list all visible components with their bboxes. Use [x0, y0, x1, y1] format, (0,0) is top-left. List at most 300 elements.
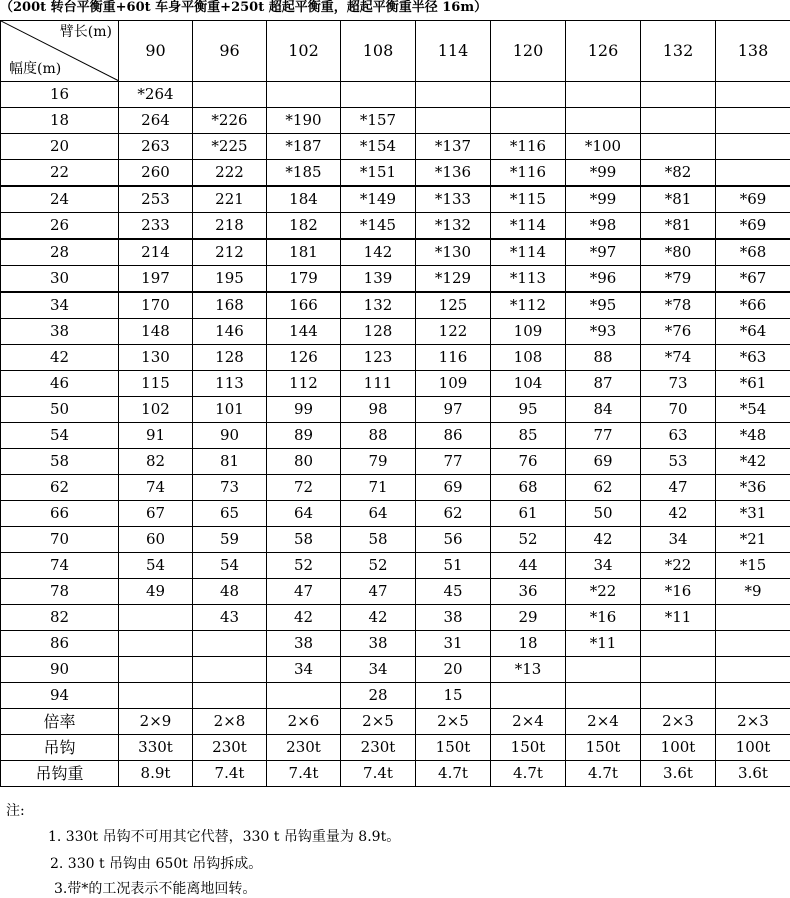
- capacity-cell: 195: [193, 266, 267, 293]
- capacity-cell: 52: [267, 553, 341, 579]
- capacity-cell: 47: [641, 475, 716, 501]
- table-title: （200t 转台平衡重+60t 车身平衡重+250t 超起平衡重，超起平衡重半径 16m）: [0, 0, 790, 20]
- capacity-cell: 142: [341, 239, 416, 266]
- capacity-cell: [716, 657, 790, 683]
- table-row: [1, 423, 790, 449]
- capacity-cell: 28: [341, 683, 416, 709]
- capacity-cell: 38: [341, 631, 416, 657]
- capacity-cell: *66: [716, 292, 790, 319]
- capacity-cell: 109: [416, 371, 491, 397]
- table-row: [1, 657, 790, 683]
- footer-value-cell: 100t: [641, 735, 716, 761]
- capacity-cell: 52: [341, 553, 416, 579]
- capacity-cell: *81: [641, 186, 716, 213]
- table-row: [1, 371, 790, 397]
- capacity-cell: 76: [491, 449, 566, 475]
- table-row: [1, 160, 790, 187]
- table-row: [1, 449, 790, 475]
- capacity-cell: [716, 605, 790, 631]
- capacity-cell: *11: [566, 631, 641, 657]
- capacity-cell: 42: [641, 501, 716, 527]
- capacity-cell: [641, 683, 716, 709]
- radius-cell: 58: [1, 449, 119, 475]
- capacity-cell: *133: [416, 186, 491, 213]
- footer-label-cell: 吊钩: [1, 735, 119, 761]
- capacity-cell: 89: [267, 423, 341, 449]
- footer-value-cell: 2×8: [193, 709, 267, 735]
- capacity-cell: 111: [341, 371, 416, 397]
- capacity-cell: 31: [416, 631, 491, 657]
- capacity-cell: 61: [491, 501, 566, 527]
- capacity-cell: 71: [341, 475, 416, 501]
- capacity-cell: 73: [193, 475, 267, 501]
- capacity-cell: [491, 82, 566, 108]
- capacity-cell: *54: [716, 397, 790, 423]
- footer-value-cell: 230t: [193, 735, 267, 761]
- capacity-cell: 53: [641, 449, 716, 475]
- capacity-cell: *99: [566, 186, 641, 213]
- capacity-cell: 38: [267, 631, 341, 657]
- capacity-cell: 85: [491, 423, 566, 449]
- capacity-cell: *137: [416, 134, 491, 160]
- load-chart-table: [0, 20, 790, 787]
- capacity-cell: 60: [119, 527, 193, 553]
- table-row: [1, 266, 790, 293]
- capacity-cell: 29: [491, 605, 566, 631]
- capacity-cell: 65: [193, 501, 267, 527]
- capacity-cell: 80: [267, 449, 341, 475]
- capacity-cell: [641, 631, 716, 657]
- note-item-1: 1. 330t 吊钩不可用其它代替，330 t 吊钩重量为 8.9t。: [48, 826, 400, 846]
- footer-value-cell: 7.4t: [267, 761, 341, 787]
- capacity-cell: *11: [641, 605, 716, 631]
- radius-cell: 66: [1, 501, 119, 527]
- capacity-cell: [566, 108, 641, 134]
- capacity-cell: 130: [119, 345, 193, 371]
- footer-row: [1, 735, 790, 761]
- footer-row: [1, 709, 790, 735]
- capacity-cell: 98: [341, 397, 416, 423]
- footer-value-cell: 330t: [119, 735, 193, 761]
- footer-value-cell: 2×6: [267, 709, 341, 735]
- capacity-cell: *69: [716, 186, 790, 213]
- capacity-cell: 79: [341, 449, 416, 475]
- capacity-cell: *116: [491, 134, 566, 160]
- radius-cell: 26: [1, 213, 119, 240]
- capacity-cell: 45: [416, 579, 491, 605]
- capacity-cell: 181: [267, 239, 341, 266]
- capacity-cell: 95: [491, 397, 566, 423]
- capacity-cell: *99: [566, 160, 641, 187]
- capacity-cell: 87: [566, 371, 641, 397]
- boom-length-header-96: 96: [193, 21, 267, 82]
- capacity-cell: 166: [267, 292, 341, 319]
- capacity-cell: 197: [119, 266, 193, 293]
- capacity-cell: [641, 82, 716, 108]
- capacity-cell: 91: [119, 423, 193, 449]
- capacity-cell: 18: [491, 631, 566, 657]
- table-row: [1, 631, 790, 657]
- capacity-cell: 15: [416, 683, 491, 709]
- footer-value-cell: 4.7t: [491, 761, 566, 787]
- footer-value-cell: 150t: [416, 735, 491, 761]
- capacity-cell: 58: [341, 527, 416, 553]
- capacity-cell: 144: [267, 319, 341, 345]
- capacity-cell: [119, 683, 193, 709]
- capacity-cell: 73: [641, 371, 716, 397]
- capacity-cell: 56: [416, 527, 491, 553]
- capacity-cell: 184: [267, 186, 341, 213]
- radius-cell: 90: [1, 657, 119, 683]
- capacity-cell: *16: [566, 605, 641, 631]
- capacity-cell: 102: [119, 397, 193, 423]
- capacity-cell: *114: [491, 213, 566, 240]
- capacity-cell: 97: [416, 397, 491, 423]
- capacity-cell: *95: [566, 292, 641, 319]
- capacity-cell: 253: [119, 186, 193, 213]
- footer-value-cell: 4.7t: [566, 761, 641, 787]
- radius-cell: 50: [1, 397, 119, 423]
- capacity-cell: 84: [566, 397, 641, 423]
- capacity-cell: *154: [341, 134, 416, 160]
- capacity-cell: 108: [491, 345, 566, 371]
- capacity-cell: *76: [641, 319, 716, 345]
- capacity-cell: 77: [566, 423, 641, 449]
- radius-cell: 28: [1, 239, 119, 266]
- capacity-cell: [641, 134, 716, 160]
- capacity-cell: [267, 82, 341, 108]
- capacity-cell: *129: [416, 266, 491, 293]
- table-row: [1, 553, 790, 579]
- radius-cell: 18: [1, 108, 119, 134]
- capacity-cell: *96: [566, 266, 641, 293]
- capacity-cell: 20: [416, 657, 491, 683]
- table-row: [1, 397, 790, 423]
- radius-cell: 34: [1, 292, 119, 319]
- radius-cell: 82: [1, 605, 119, 631]
- footer-value-cell: 2×4: [566, 709, 641, 735]
- capacity-cell: 69: [566, 449, 641, 475]
- boom-length-header-126: 126: [566, 21, 641, 82]
- radius-cell: 70: [1, 527, 119, 553]
- capacity-cell: 67: [119, 501, 193, 527]
- capacity-cell: 34: [566, 553, 641, 579]
- capacity-cell: *36: [716, 475, 790, 501]
- capacity-cell: *81: [641, 213, 716, 240]
- capacity-cell: *22: [566, 579, 641, 605]
- capacity-cell: *113: [491, 266, 566, 293]
- footer-value-cell: 150t: [491, 735, 566, 761]
- capacity-cell: 233: [119, 213, 193, 240]
- table-row: [1, 82, 790, 108]
- capacity-cell: 43: [193, 605, 267, 631]
- capacity-cell: 62: [566, 475, 641, 501]
- capacity-cell: *79: [641, 266, 716, 293]
- capacity-cell: 70: [641, 397, 716, 423]
- capacity-cell: *16: [641, 579, 716, 605]
- footer-value-cell: 230t: [341, 735, 416, 761]
- capacity-cell: 50: [566, 501, 641, 527]
- capacity-cell: *78: [641, 292, 716, 319]
- footer-value-cell: 100t: [716, 735, 790, 761]
- capacity-cell: *74: [641, 345, 716, 371]
- capacity-cell: *112: [491, 292, 566, 319]
- capacity-cell: 42: [341, 605, 416, 631]
- note-item-2: 2. 330 t 吊钩由 650t 吊钩拆成。: [50, 853, 262, 873]
- capacity-cell: 109: [491, 319, 566, 345]
- capacity-cell: 47: [267, 579, 341, 605]
- capacity-cell: [193, 82, 267, 108]
- capacity-cell: [416, 82, 491, 108]
- capacity-cell: 62: [416, 501, 491, 527]
- capacity-cell: *100: [566, 134, 641, 160]
- capacity-cell: 168: [193, 292, 267, 319]
- table-row: [1, 501, 790, 527]
- radius-cell: 46: [1, 371, 119, 397]
- capacity-cell: *149: [341, 186, 416, 213]
- capacity-cell: 123: [341, 345, 416, 371]
- radius-cell: 94: [1, 683, 119, 709]
- capacity-cell: 263: [119, 134, 193, 160]
- capacity-cell: *132: [416, 213, 491, 240]
- capacity-cell: 214: [119, 239, 193, 266]
- capacity-cell: 128: [341, 319, 416, 345]
- radius-label: 幅度(m): [9, 61, 61, 77]
- capacity-cell: 47: [341, 579, 416, 605]
- capacity-cell: *187: [267, 134, 341, 160]
- capacity-cell: [716, 683, 790, 709]
- footer-row: [1, 761, 790, 787]
- capacity-cell: 146: [193, 319, 267, 345]
- capacity-cell: 212: [193, 239, 267, 266]
- capacity-cell: 222: [193, 160, 267, 187]
- capacity-cell: 90: [193, 423, 267, 449]
- capacity-cell: [566, 683, 641, 709]
- capacity-cell: 128: [193, 345, 267, 371]
- table-row: [1, 345, 790, 371]
- capacity-cell: [566, 657, 641, 683]
- capacity-cell: 86: [416, 423, 491, 449]
- radius-cell: 86: [1, 631, 119, 657]
- capacity-cell: 72: [267, 475, 341, 501]
- boom-length-header-138: 138: [716, 21, 790, 82]
- table-row: [1, 213, 790, 240]
- capacity-cell: [716, 160, 790, 187]
- capacity-cell: 64: [341, 501, 416, 527]
- capacity-cell: 34: [641, 527, 716, 553]
- capacity-cell: *130: [416, 239, 491, 266]
- footer-value-cell: 7.4t: [193, 761, 267, 787]
- radius-cell: 16: [1, 82, 119, 108]
- boom-length-header-120: 120: [491, 21, 566, 82]
- capacity-cell: [641, 657, 716, 683]
- capacity-cell: [716, 631, 790, 657]
- capacity-cell: *15: [716, 553, 790, 579]
- footer-value-cell: 230t: [267, 735, 341, 761]
- table-row: [1, 134, 790, 160]
- footer-value-cell: 2×3: [641, 709, 716, 735]
- capacity-cell: 116: [416, 345, 491, 371]
- table-row: [1, 292, 790, 319]
- radius-cell: 24: [1, 186, 119, 213]
- capacity-cell: *82: [641, 160, 716, 187]
- capacity-cell: 264: [119, 108, 193, 134]
- capacity-cell: *116: [491, 160, 566, 187]
- capacity-cell: [716, 82, 790, 108]
- capacity-cell: *226: [193, 108, 267, 134]
- capacity-cell: [716, 108, 790, 134]
- header-row: [1, 21, 790, 82]
- capacity-cell: 221: [193, 186, 267, 213]
- capacity-cell: [341, 82, 416, 108]
- table-row: [1, 108, 790, 134]
- capacity-cell: 58: [267, 527, 341, 553]
- capacity-cell: [119, 657, 193, 683]
- footer-value-cell: 2×5: [416, 709, 491, 735]
- capacity-cell: *114: [491, 239, 566, 266]
- capacity-cell: 74: [119, 475, 193, 501]
- footer-value-cell: 3.6t: [641, 761, 716, 787]
- capacity-cell: 49: [119, 579, 193, 605]
- capacity-cell: 36: [491, 579, 566, 605]
- radius-cell: 62: [1, 475, 119, 501]
- capacity-cell: 126: [267, 345, 341, 371]
- capacity-cell: 101: [193, 397, 267, 423]
- capacity-cell: *136: [416, 160, 491, 187]
- radius-cell: 38: [1, 319, 119, 345]
- capacity-cell: [491, 108, 566, 134]
- radius-cell: 42: [1, 345, 119, 371]
- capacity-cell: *97: [566, 239, 641, 266]
- capacity-cell: [193, 631, 267, 657]
- footer-value-cell: 3.6t: [716, 761, 790, 787]
- capacity-cell: 122: [416, 319, 491, 345]
- capacity-cell: *80: [641, 239, 716, 266]
- capacity-cell: [119, 605, 193, 631]
- footer-value-cell: 7.4t: [341, 761, 416, 787]
- capacity-cell: 54: [119, 553, 193, 579]
- capacity-cell: *42: [716, 449, 790, 475]
- capacity-cell: [566, 82, 641, 108]
- capacity-cell: 113: [193, 371, 267, 397]
- capacity-cell: *145: [341, 213, 416, 240]
- capacity-cell: *225: [193, 134, 267, 160]
- capacity-cell: *93: [566, 319, 641, 345]
- capacity-cell: 63: [641, 423, 716, 449]
- capacity-cell: 42: [566, 527, 641, 553]
- capacity-cell: 77: [416, 449, 491, 475]
- capacity-cell: 44: [491, 553, 566, 579]
- capacity-cell: *48: [716, 423, 790, 449]
- boom-length-header-132: 132: [641, 21, 716, 82]
- capacity-cell: 115: [119, 371, 193, 397]
- capacity-cell: *151: [341, 160, 416, 187]
- capacity-cell: 132: [341, 292, 416, 319]
- capacity-cell: [119, 631, 193, 657]
- capacity-cell: *68: [716, 239, 790, 266]
- footer-value-cell: 150t: [566, 735, 641, 761]
- boom-length-header-108: 108: [341, 21, 416, 82]
- capacity-cell: *64: [716, 319, 790, 345]
- capacity-cell: *115: [491, 186, 566, 213]
- notes-heading: 注:: [6, 800, 25, 820]
- radius-cell: 54: [1, 423, 119, 449]
- table-row: [1, 319, 790, 345]
- footer-value-cell: 2×4: [491, 709, 566, 735]
- capacity-cell: 148: [119, 319, 193, 345]
- footer-label-cell: 吊钩重: [1, 761, 119, 787]
- capacity-cell: 38: [416, 605, 491, 631]
- capacity-cell: *22: [641, 553, 716, 579]
- footer-label-cell: 倍率: [1, 709, 119, 735]
- capacity-cell: *67: [716, 266, 790, 293]
- table-row: [1, 475, 790, 501]
- capacity-cell: *31: [716, 501, 790, 527]
- capacity-cell: 34: [341, 657, 416, 683]
- table-row: [1, 186, 790, 213]
- footer-value-cell: 4.7t: [416, 761, 491, 787]
- capacity-cell: 139: [341, 266, 416, 293]
- capacity-cell: 218: [193, 213, 267, 240]
- capacity-cell: *98: [566, 213, 641, 240]
- capacity-cell: [491, 683, 566, 709]
- capacity-cell: 182: [267, 213, 341, 240]
- capacity-cell: 179: [267, 266, 341, 293]
- boom-length-header-114: 114: [416, 21, 491, 82]
- capacity-cell: 68: [491, 475, 566, 501]
- capacity-cell: *61: [716, 371, 790, 397]
- capacity-cell: 104: [491, 371, 566, 397]
- boom-length-label: 臂长(m): [60, 24, 112, 40]
- capacity-cell: 99: [267, 397, 341, 423]
- footer-value-cell: 8.9t: [119, 761, 193, 787]
- note-item-3: 3.带*的工况表示不能离地回转。: [54, 878, 256, 898]
- capacity-cell: *185: [267, 160, 341, 187]
- capacity-cell: 52: [491, 527, 566, 553]
- capacity-cell: 48: [193, 579, 267, 605]
- boom-length-header-90: 90: [119, 21, 193, 82]
- capacity-cell: 51: [416, 553, 491, 579]
- capacity-cell: *63: [716, 345, 790, 371]
- table-row: [1, 527, 790, 553]
- capacity-cell: 42: [267, 605, 341, 631]
- capacity-cell: *13: [491, 657, 566, 683]
- radius-cell: 30: [1, 266, 119, 293]
- capacity-cell: *69: [716, 213, 790, 240]
- capacity-cell: 59: [193, 527, 267, 553]
- table-row: [1, 239, 790, 266]
- capacity-cell: 81: [193, 449, 267, 475]
- capacity-cell: *264: [119, 82, 193, 108]
- capacity-cell: *190: [267, 108, 341, 134]
- footer-value-cell: 2×3: [716, 709, 790, 735]
- capacity-cell: [716, 134, 790, 160]
- capacity-cell: 64: [267, 501, 341, 527]
- capacity-cell: *21: [716, 527, 790, 553]
- capacity-cell: 170: [119, 292, 193, 319]
- capacity-cell: [193, 683, 267, 709]
- boom-length-header-102: 102: [267, 21, 341, 82]
- radius-cell: 74: [1, 553, 119, 579]
- capacity-cell: 54: [193, 553, 267, 579]
- table-row: [1, 683, 790, 709]
- capacity-cell: 34: [267, 657, 341, 683]
- corner-header-cell: [1, 21, 119, 82]
- capacity-cell: [267, 683, 341, 709]
- capacity-cell: [641, 108, 716, 134]
- table-body: [1, 21, 790, 787]
- radius-cell: 78: [1, 579, 119, 605]
